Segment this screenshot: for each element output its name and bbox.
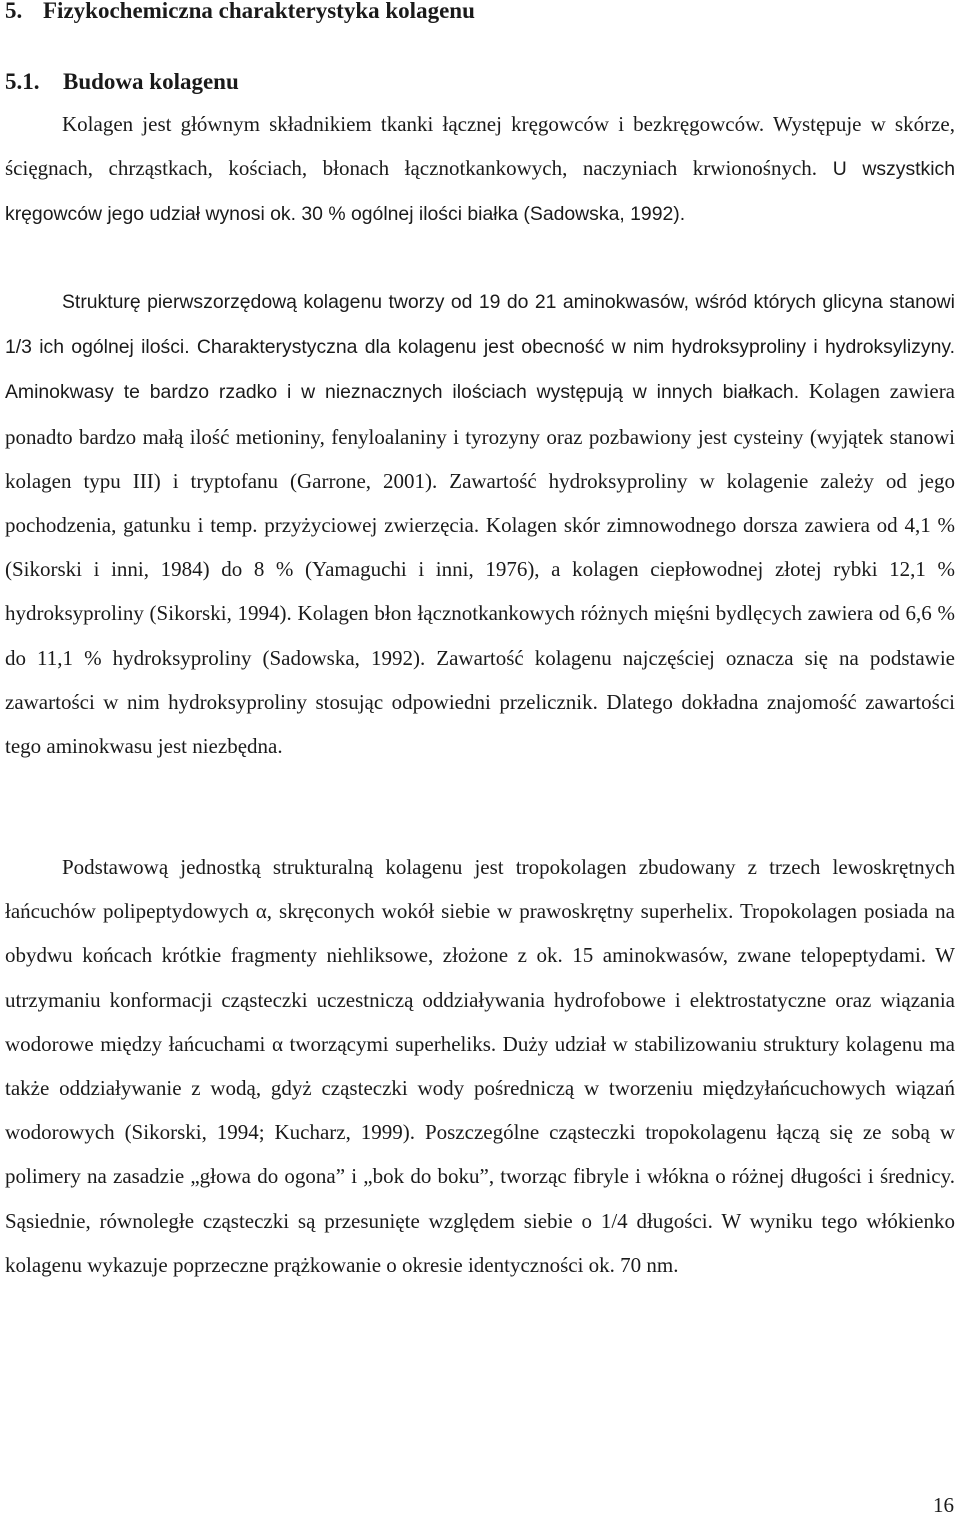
paragraph-text-sans: Strukturę pierwszorzędową kolagenu tworzy od 19 do 21 aminokwasów, wśród których glicyna stanowi 1/3 ich ogólnej ilości. Charakterystyczna dla kolagenu jest obecność w nim hydroksyproliny i hydroksylizyny. Aminokwasy te bardzo rzadko i w nieznacznych ilościach występują w innych białkach. bbox=[5, 291, 955, 404]
chapter-number: 5. bbox=[5, 0, 23, 23]
section-number: 5.1. bbox=[5, 69, 40, 94]
page-number: 16 bbox=[933, 1493, 954, 1517]
paragraph-text-serif: Kolagen zawiera ponadto bardzo małą ilość metioniny, fenyloalaniny i tyrozyny oraz pozbawiony jest cysteiny (wyjątek stanowi kolagen typu III) i tryptofanu (Garrone, 2001). Zawartość hydroksyproliny w kolagenie zależy od jego pochodzenia, gatunku i temp. przyżyciowej zwierzęcia. Kolagen skór zimnowodnego dorsza zawiera od 4,1 % (Sikorski i inni, 1984) do 8 % (Yamaguchi i inni, 1976), a kolagen ciepłowodnej złotej rybki 12,1 % hydroksyproliny (Sikorski, 1994). Kolagen błon łącznotkankowych różnych mięśni bydlęcych zawiera od 6,6 % do 11,1 % hydroksyproliny (Sadowska, 1992). Zawartość kolagenu najczęściej oznacza się na podstawie zawartości w nim hydroksyproliny stosując odpowiedni przelicznik. Dlatego dokładna znajomość zawartości tego aminokwasu jest niezbędna. bbox=[5, 379, 956, 759]
paragraph-collagen-amino-acids bbox=[5, 279, 955, 768]
section-title: Budowa kolagenu bbox=[63, 69, 239, 94]
section-heading bbox=[5, 68, 239, 96]
paragraph-text-sans: U wszystkich kręgowców jego udział wynosi ok. 30 % ogólnej ilości białka (Sadowska, 1992). bbox=[5, 158, 956, 226]
chapter-title: Fizykochemiczna charakterystyka kolagenu bbox=[43, 0, 475, 23]
paragraph-tropocollagen-structure: Podstawową jednostką strukturalną kolagenu jest tropokolagen zbudowany z trzech lewoskrętnych łańcuchów polipeptydowych α, skręconych wokół siebie w prawoskrętny superhelix. Tropokolagen posiada na obydwu końcach krótkie fragmenty niehliksowe, złożone z ok. 15 aminokwasów, zwane telopeptydami. W utrzymaniu konformacji cząsteczki uczestniczą oddziaływania hydrofobowe i elektrostatyczne oraz wiązania wodorowe między łańcuchami α tworzącymi superheliks. Duży udział w stabilizowaniu struktury kolagenu ma także oddziaływanie z wodą, gdyż cząsteczki wody pośredniczą w tworzeniu międzyłańcuchowych wiązań wodorowych (Sikorski, 1994; Kucharz, 1999). Poszczególne cząsteczki tropokolagenu łączą się ze sobą w polimery na zasadzie „głowa do ogona” i „bok do boku”, tworząc fibryle i włókna o różnej długości i średnicy. Sąsiednie, równoległe cząsteczki są przesunięte względem siebie o 1/4 długości. W wyniku tego włókienko kolagenu wykazuje poprzeczne prążkowanie o okresie identyczności ok. 70 nm. bbox=[5, 855, 955, 1277]
paragraph-text-serif: Kolagen jest głównym składnikiem tkanki łącznej kręgowców i bezkręgowców. Występuje w skórze, ścięgnach, chrząstkach, kościach, błonach łącznotkankowych, naczyniach krwionośnych. bbox=[5, 112, 955, 181]
chapter-heading bbox=[5, 0, 475, 25]
paragraph-collagen-occurrence bbox=[5, 102, 955, 237]
